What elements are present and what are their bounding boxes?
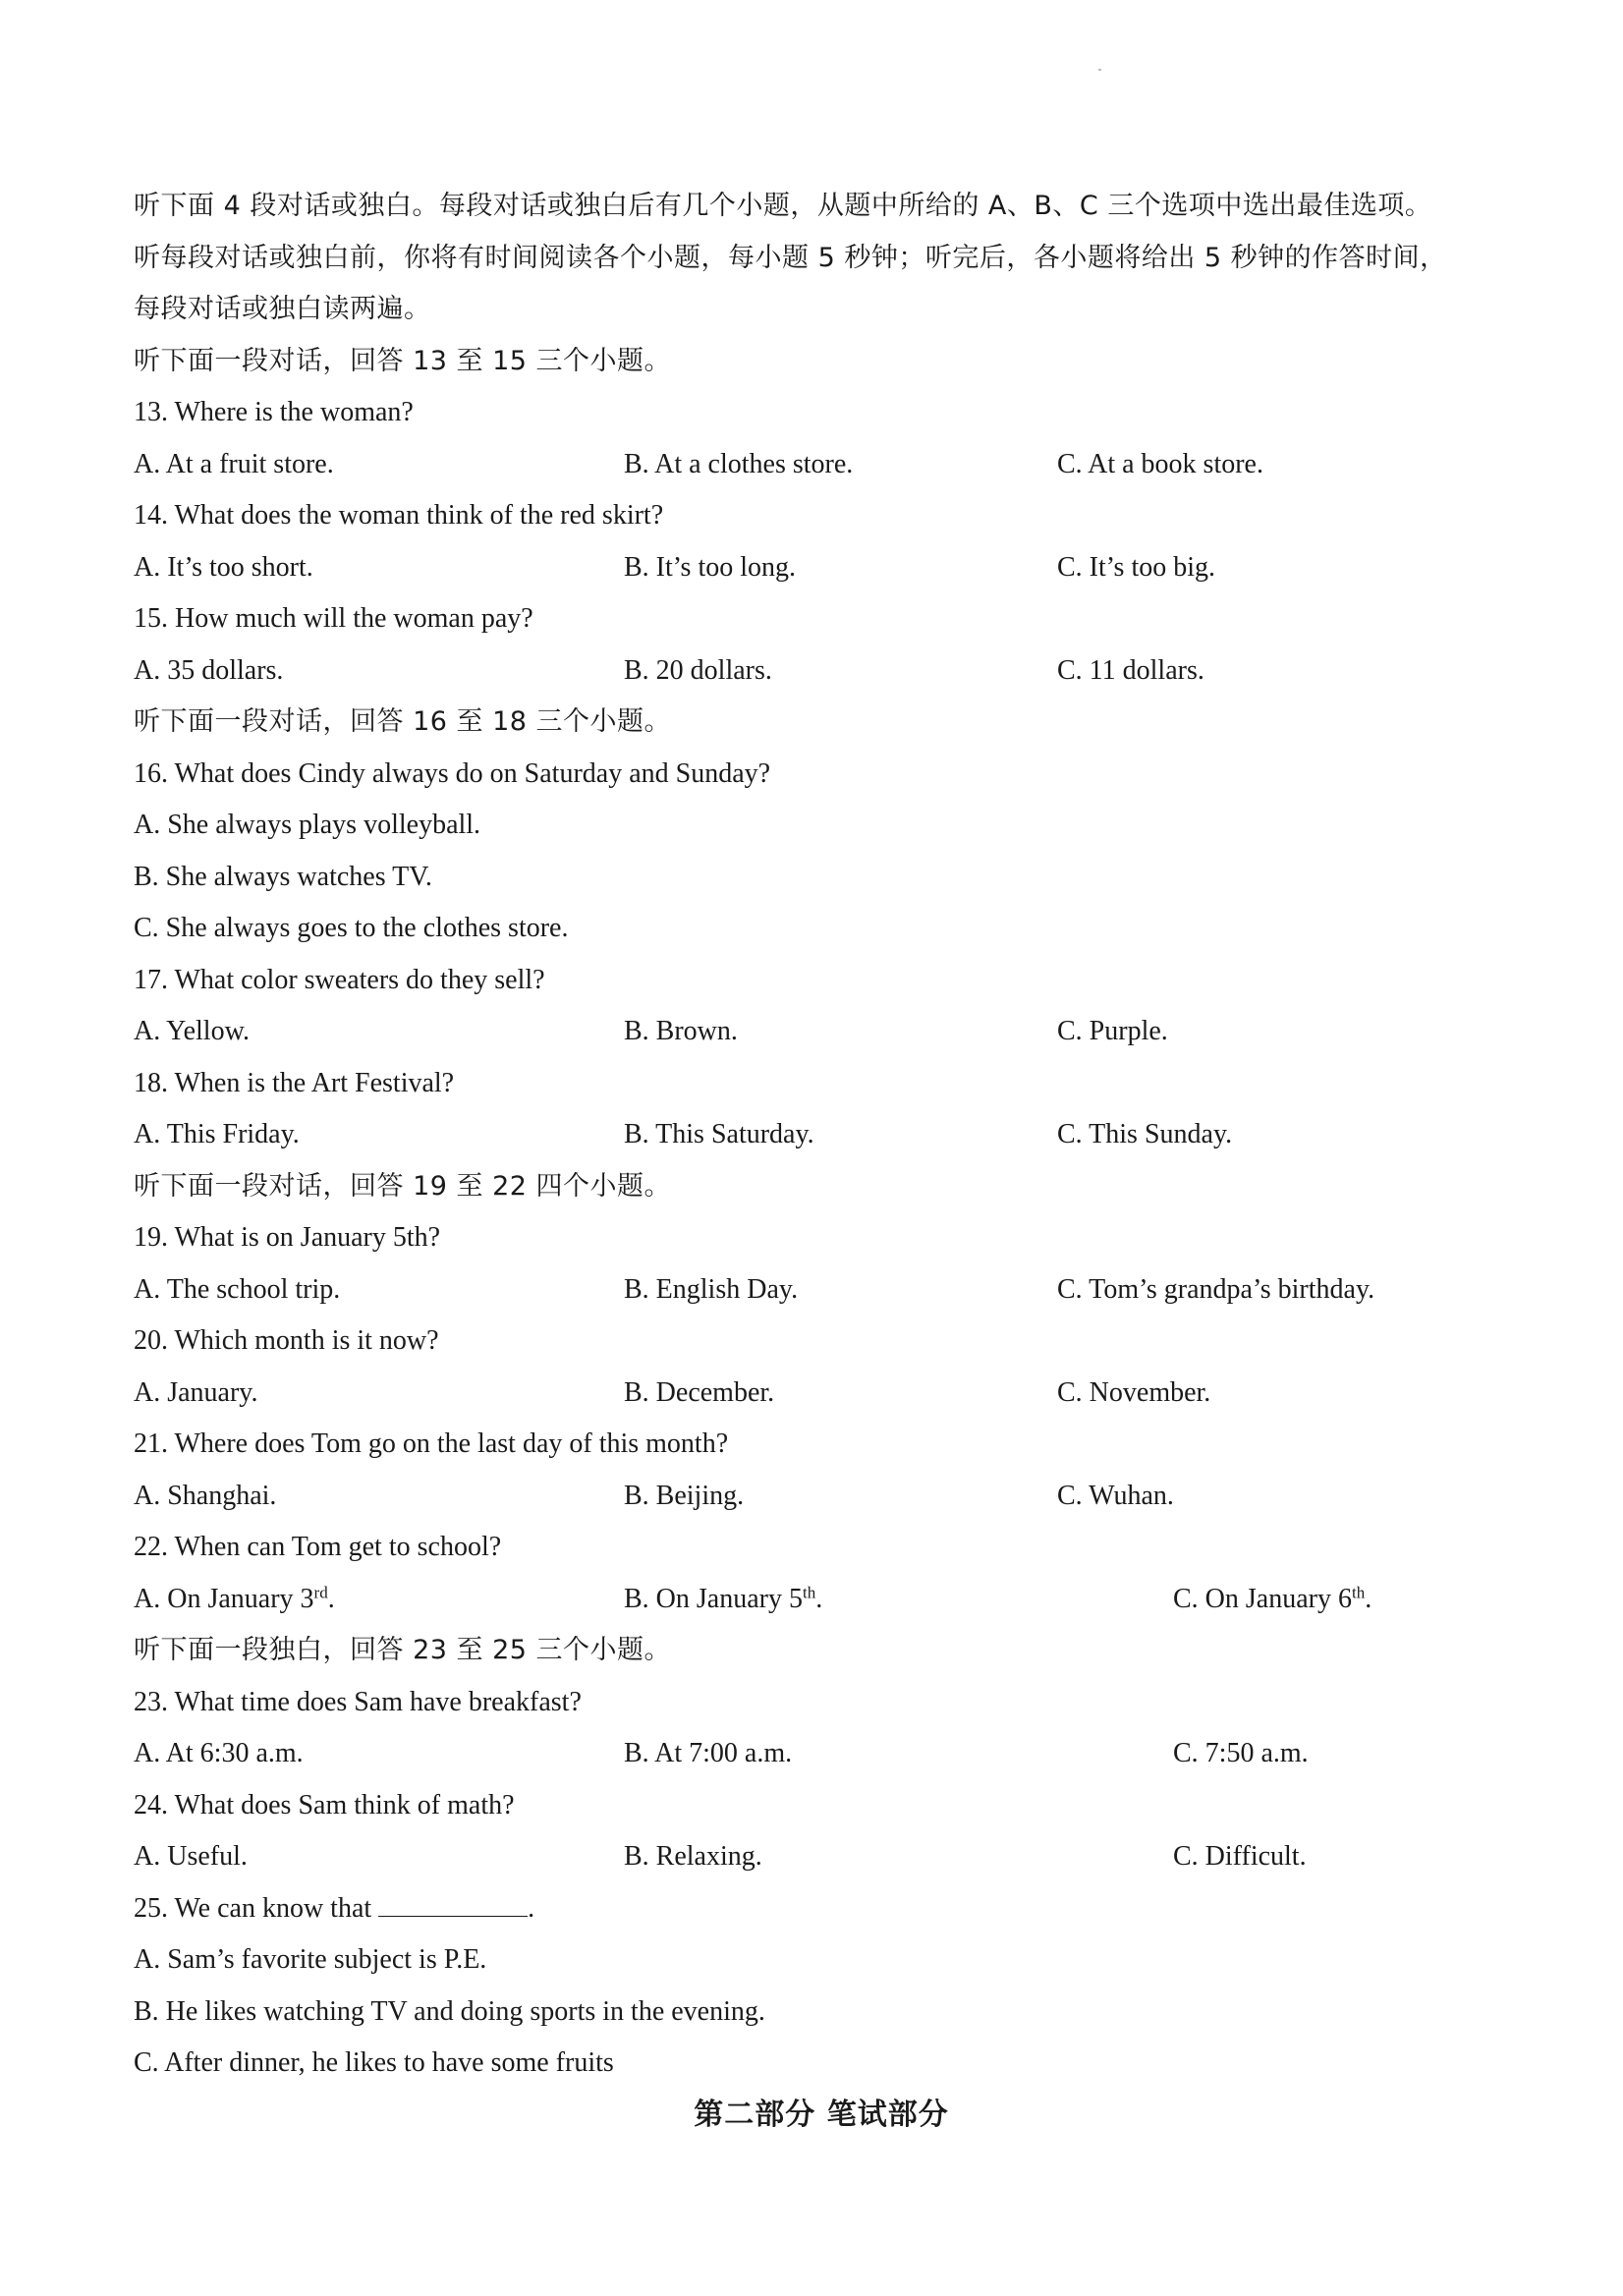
option-19-a[interactable]: A. The school trip. <box>134 1273 341 1305</box>
question-13-options <box>134 439 1509 491</box>
question-17-stem: 17. What color sweaters do they sell? <box>134 964 545 995</box>
option-23-c[interactable]: C. 7:50 a.m. <box>1173 1738 1309 1768</box>
option-22-a-period: . <box>327 1583 335 1614</box>
option-21-c[interactable]: C. Wuhan. <box>1057 1480 1174 1511</box>
option-20-a[interactable]: A. January. <box>134 1376 258 1408</box>
instructions-line-1: 听下面 4 段对话或独白。每段对话或独白后有几个小题，从题中所给的 A、B、C 三个选项中选出最佳选项。 <box>134 191 1432 221</box>
option-24-a[interactable]: A. Useful. <box>134 1841 248 1872</box>
option-19-c[interactable]: C. Tom’s grandpa’s birthday. <box>1057 1273 1375 1305</box>
question-21-options <box>134 1471 1509 1523</box>
question-25-stem-period: . <box>528 1892 535 1924</box>
question-19-options <box>134 1264 1509 1316</box>
option-16-c[interactable]: C. She always goes to the clothes store. <box>134 913 569 943</box>
question-14-stem: 14. What does the woman think of the red skirt? <box>134 500 664 531</box>
option-23-a[interactable]: A. At 6:30 a.m. <box>134 1738 304 1768</box>
instructions-line-3: 每段对话或独白读两遍。 <box>134 294 431 324</box>
exam-page <box>134 181 1509 2132</box>
option-22-a-text: A. On January 3 <box>134 1583 314 1614</box>
question-16-stem: 16. What does Cindy always do on Saturday and Sunday? <box>134 757 771 789</box>
option-13-b[interactable]: B. At a clothes store. <box>624 448 854 479</box>
option-25-c[interactable]: C. After dinner, he likes to have some fruits <box>134 2047 614 2078</box>
section-intro-13-15: 听下面一段对话，回答 13 至 15 三个小题。 <box>134 345 672 376</box>
part-two-title: 第二部分 笔试部分 <box>694 2098 949 2132</box>
question-18-options <box>134 1109 1509 1161</box>
question-17-options <box>134 1006 1509 1058</box>
option-16-a[interactable]: A. She always plays volleyball. <box>134 810 481 840</box>
option-22-c-text: C. On January 6 <box>1173 1583 1352 1614</box>
option-22-b-suffix: th <box>802 1583 816 1602</box>
option-22-c-suffix: th <box>1351 1583 1366 1602</box>
option-22-b-period: . <box>815 1583 823 1614</box>
option-18-b[interactable]: B. This Saturday. <box>624 1119 814 1149</box>
question-24-options <box>134 1831 1509 1883</box>
option-22-b-text: B. On January 5 <box>624 1583 803 1614</box>
question-25-stem-text: 25. We can know that <box>134 1892 379 1924</box>
option-25-a[interactable]: A. Sam’s favorite subject is P.E. <box>134 1944 487 1975</box>
option-24-b[interactable]: B. Relaxing. <box>624 1841 762 1872</box>
option-18-c[interactable]: C. This Sunday. <box>1057 1119 1233 1149</box>
question-19-stem: 19. What is on January 5th? <box>134 1222 441 1253</box>
section-intro-19-22: 听下面一段对话，回答 19 至 22 四个小题。 <box>134 1170 672 1202</box>
option-17-a[interactable]: A. Yellow. <box>134 1016 250 1046</box>
question-13-stem: 13. Where is the woman? <box>134 397 414 427</box>
option-20-b[interactable]: B. December. <box>624 1376 775 1408</box>
option-14-c[interactable]: C. It’s too big. <box>1057 551 1216 583</box>
question-22-stem: 22. When can Tom get to school? <box>134 1532 502 1562</box>
option-14-a[interactable]: A. It’s too short. <box>134 551 313 583</box>
option-24-c[interactable]: C. Difficult. <box>1173 1841 1307 1872</box>
question-18-stem: 18. When is the Art Festival? <box>134 1067 455 1098</box>
instructions-line-2: 听每段对话或独白前，你将有时间阅读各个小题，每小题 5 秒钟；听完后，各小题将给出 5 秒钟的作答时间， <box>134 242 1447 273</box>
question-24-stem: 24. What does Sam think of math? <box>134 1789 515 1820</box>
section-intro-16-18: 听下面一段对话，回答 16 至 18 三个小题。 <box>134 706 672 737</box>
option-22-a[interactable] <box>134 1574 335 1626</box>
option-23-b[interactable]: B. At 7:00 a.m. <box>624 1738 793 1768</box>
option-13-a[interactable]: A. At a fruit store. <box>134 448 334 479</box>
option-14-b[interactable]: B. It’s too long. <box>624 551 797 583</box>
option-22-b[interactable] <box>624 1574 822 1626</box>
question-15-options <box>134 645 1509 698</box>
question-15-stem: 15. How much will the woman pay? <box>134 603 533 634</box>
option-20-c[interactable]: C. November. <box>1057 1376 1211 1408</box>
option-16-b[interactable]: B. She always watches TV. <box>134 861 432 892</box>
option-22-a-suffix: rd <box>313 1583 328 1602</box>
answer-blank <box>378 1886 528 1917</box>
section-intro-23-25: 听下面一段独白，回答 23 至 25 三个小题。 <box>134 1635 672 1665</box>
question-20-stem: 20. Which month is it now? <box>134 1325 439 1356</box>
scan-speck <box>1098 69 1101 71</box>
option-25-b[interactable]: B. He likes watching TV and doing sports in the evening. <box>134 1995 765 2027</box>
option-21-b[interactable]: B. Beijing. <box>624 1480 745 1511</box>
option-19-b[interactable]: B. English Day. <box>624 1273 799 1305</box>
option-15-c[interactable]: C. 11 dollars. <box>1057 654 1204 686</box>
option-18-a[interactable]: A. This Friday. <box>134 1119 300 1149</box>
option-21-a[interactable]: A. Shanghai. <box>134 1480 277 1511</box>
question-23-stem: 23. What time does Sam have breakfast? <box>134 1686 582 1717</box>
option-15-a[interactable]: A. 35 dollars. <box>134 654 284 686</box>
question-25-stem <box>134 1883 1509 1935</box>
option-22-c-period: . <box>1365 1583 1372 1614</box>
question-22-options <box>134 1574 1509 1626</box>
question-20-options <box>134 1368 1509 1420</box>
question-21-stem: 21. Where does Tom go on the last day of this month? <box>134 1428 729 1459</box>
question-14-options <box>134 542 1509 594</box>
option-17-c[interactable]: C. Purple. <box>1057 1016 1168 1046</box>
option-15-b[interactable]: B. 20 dollars. <box>624 654 772 686</box>
option-22-c[interactable] <box>1173 1574 1371 1626</box>
option-13-c[interactable]: C. At a book store. <box>1057 448 1263 479</box>
option-17-b[interactable]: B. Brown. <box>624 1016 738 1046</box>
question-23-options <box>134 1728 1509 1780</box>
